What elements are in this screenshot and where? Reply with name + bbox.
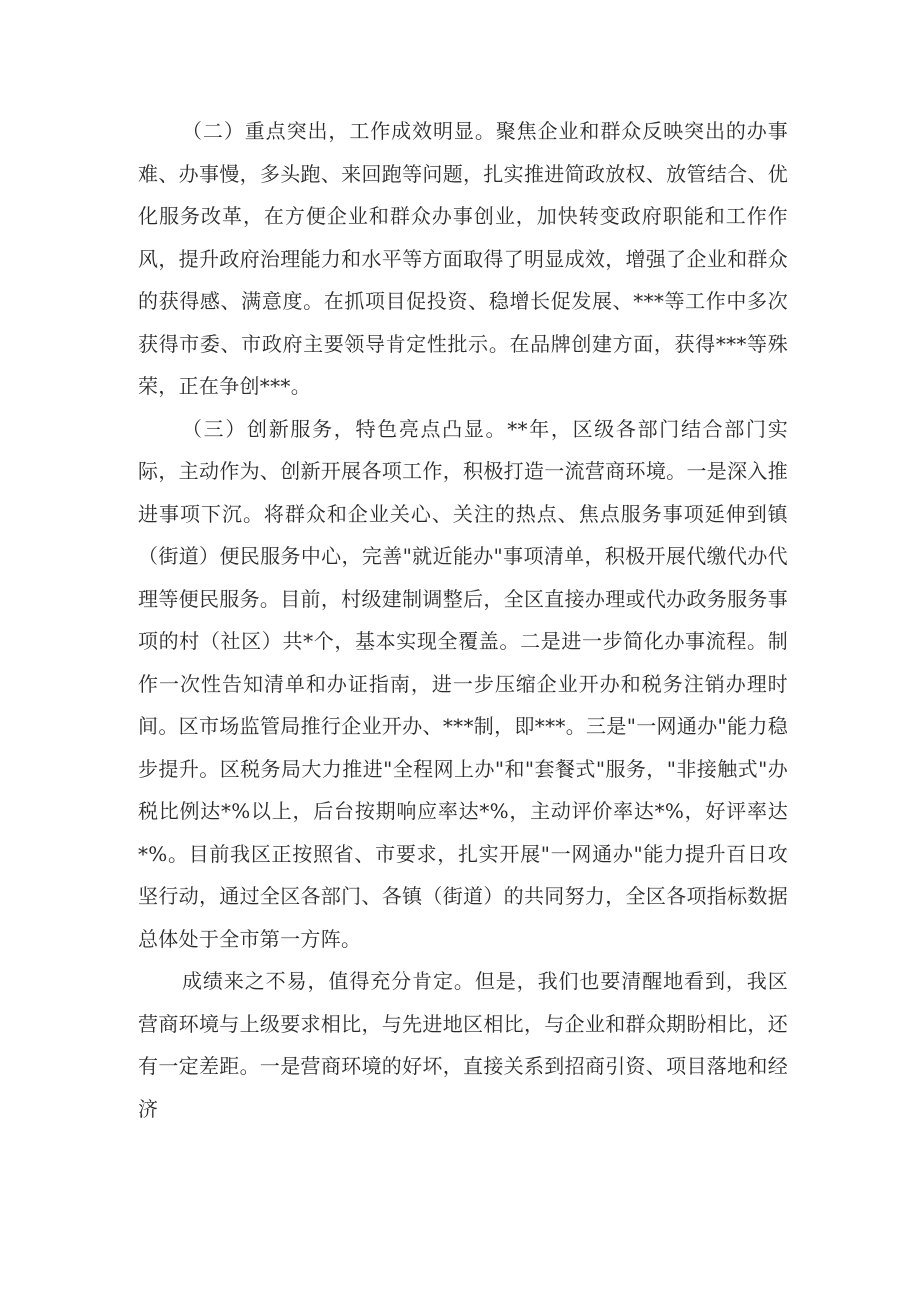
paragraph-achievements-gap: 成绩来之不易，值得充分肯定。但是，我们也要清醒地看到，我区营商环境与上级要求相比，与先进地区相比，与企业和群众期盼相比，还有一定差距。一是营商环境的好坏，直接关系到招商引资、项目落地和经济 [138, 969, 788, 1121]
document-body [138, 110, 788, 1130]
paragraph-innovative-service: （三）创新服务，特色亮点凸显。**年，区级各部门结合部门实际，主动作为、创新开展各项工作，积极打造一流营商环境。一是深入推进事项下沉。将群众和企业关心、关注的热点、焦点服务事项延伸到镇（街道）便民服务中心，完善"就近能办"事项清单，积极开展代缴代办代理等便民服务。目前，村级建制调整后，全区直接办理或代办政务服务事项的村（社区）共*个，基本实现全覆盖。二是进一步简化办事流程。制作一次性告知清单和办证指南，进一步压缩企业开办和税务注销办理时间。区市场监管局推行企业开办、***制，即***。三是"一网通办"能力稳步提升。区税务局大力推进"全程网上办"和"套餐式"服务，"非接触式"办税比例达*%以上，后台按期响应率达*%，主动评价率达*%，好评率达*%。目前我区正按照省、市要求，扎实开展"一网通办"能力提升百日攻坚行动，通过全区各部门、各镇（街道）的共同努力，全区各项指标数据总体处于全市第一方阵。 [138, 416, 788, 951]
paragraph-key-results: （二）重点突出，工作成效明显。聚焦企业和群众反映突出的办事难、办事慢，多头跑、来回跑等问题，扎实推进简政放权、放管结合、优化服务改革，在方便企业和群众办事创业，加快转变政府职能和工作作风，提升政府治理能力和水平等方面取得了明显成效，增强了企业和群众的获得感、满意度。在抓项目促投资、稳增长促发展、***等工作中多次获得市委、市政府主要领导肯定性批示。在品牌创建方面，获得***等殊荣，正在争创***。 [138, 119, 788, 398]
